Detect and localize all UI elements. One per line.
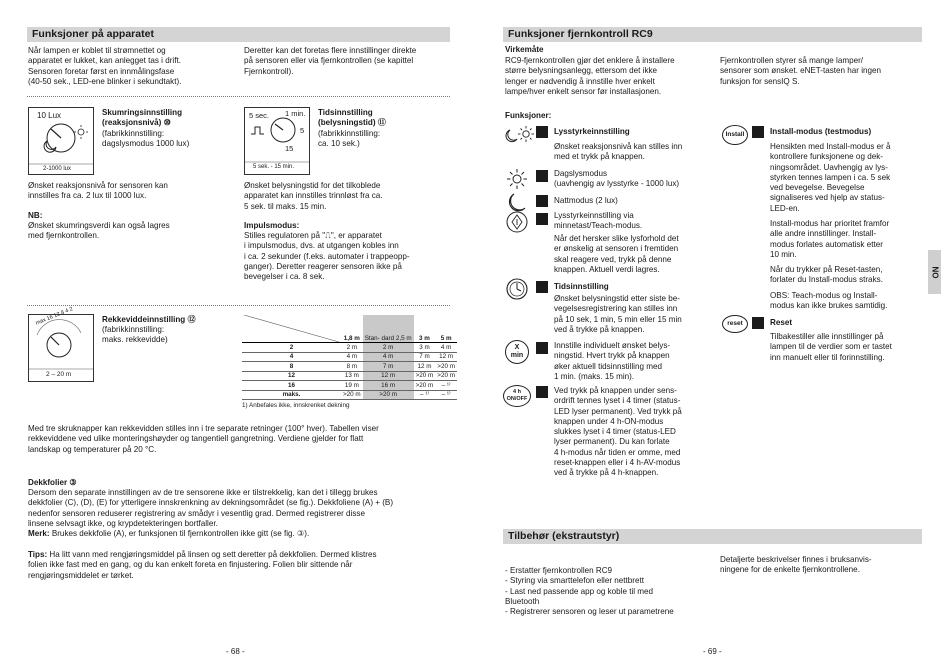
f-teach-title: Lysstyrkeinnstilling via minnetast/Teach-modus. <box>554 211 643 231</box>
table-cell: 7 m <box>363 362 414 372</box>
button-marker <box>752 126 764 138</box>
right-section-header: Funksjoner fjernkontroll RC9 <box>503 27 922 42</box>
time-dial-figure <box>244 107 310 175</box>
button-marker <box>536 281 548 293</box>
f-xmin-text: Innstille individuelt ønsket belys- ningstid. Hvert trykk på knappen øker aktuell tidsinnstilling med 1 min. (maks. 15 min). <box>554 341 671 381</box>
pulse-title: Impulsmodus: <box>244 221 300 230</box>
4h-onoff-icon <box>503 385 531 407</box>
table-cell: 4 <box>242 352 341 362</box>
dial-scale-label: max 16 12 8 4 2 <box>35 306 74 327</box>
nb-title: NB: <box>28 211 43 220</box>
cover-title: Dekkfolier ③ <box>28 478 77 487</box>
virk-title: Virkemåte <box>505 45 544 54</box>
install-title: Install-modus (testmodus) <box>770 127 872 136</box>
page-number-left: - 68 - <box>226 647 245 656</box>
install-text-3: Når du trykker på Reset-tasten, forlater du Install-modus straks. <box>770 265 883 285</box>
table-cell: 2 m <box>363 343 414 353</box>
table-cell: 12 m <box>435 352 457 362</box>
tips-text: Ha litt vann med rengjøringsmiddel på linsen og sett deretter på dekkfolien. Dermed klistres folien ikke fast med en gang, og du kan enkelt foreta en finjustering. Folien blir sittende når rengjøringsmiddelet er tørket. <box>28 550 377 580</box>
accessories-list: - Erstatter fjernkontrollen RC9 - Styring via smarttelefon eller nettbrett - Last ned passende app og koble til med Bluetooth - Registrerer sensoren og leser ut parametrene <box>505 566 674 617</box>
x-min-icon <box>505 340 529 364</box>
table-cell: 7 m <box>414 352 436 362</box>
table-footnote: 1) Anbefales ikke, innskrenket dekning <box>242 402 350 409</box>
button-marker <box>536 170 548 182</box>
dial-range-label: 5 sek. - 15 min. <box>253 164 295 170</box>
time-text: (fabrikkinnstilling: ca. 10 sek.) <box>318 129 381 149</box>
dial-range-label: 2-1000 lux <box>43 166 72 172</box>
moon-sun-icon <box>505 122 535 146</box>
dial-range-label: 2 – 20 m <box>46 371 72 378</box>
table-cell: 16 <box>242 381 341 391</box>
range-table <box>242 315 455 400</box>
accessories-right-text: Detaljerte beskrivelser finnes i bruksanvis- ningene for de enkelte fjernkontrollene. <box>720 555 872 575</box>
teach-icon <box>505 210 529 234</box>
tips-paragraph <box>28 550 453 581</box>
table-cell: >20 m <box>415 372 434 380</box>
button-marker <box>536 342 548 354</box>
table-cell: 19 m <box>341 381 363 391</box>
diagonal-line <box>244 315 339 342</box>
dial-label-5: 5 <box>300 126 305 135</box>
table-cell: 13 m <box>341 371 363 381</box>
f-day-text: Dagslysmodus (uavhengig av lysstyrke - 1000 lux) <box>554 169 680 189</box>
table-header-row <box>242 315 457 343</box>
table-row <box>242 343 457 353</box>
twilight-title: Skumringsinnstilling (reaksjonsnivå) ⑩ <box>102 108 183 128</box>
button-marker <box>536 213 548 225</box>
dial-label-5sec: 5 sec. <box>249 111 270 120</box>
language-tab <box>928 250 941 294</box>
table-cell: 12 <box>242 371 341 381</box>
install-text-2: Install-modus har prioritet framfor alle andre innstillinger. Install- modus forlates automatisk etter 10 min. <box>770 219 890 259</box>
virk-right-text: Fjernkontrollen styrer så mange lamper/ sensorer som ønsket. eNET-tasten har ingen funksjon for sensIQ S. <box>720 56 882 86</box>
table-row <box>242 362 457 372</box>
language-tab-label: NO <box>930 266 939 278</box>
table-cell: 3 m <box>414 343 436 353</box>
table-cell: 4 m <box>341 352 363 362</box>
virk-left-text: RC9-fjernkontrollen gjør det enklere å installere større belysningsanlegg, ettersom det ikke lenger er nødvendig å innstille hver enkelt lampe/hver enkelt sensor før installasjonen. <box>505 56 675 96</box>
reset-icon: reset <box>722 315 748 333</box>
table-cell: maks. <box>242 390 341 400</box>
reset-text: Tilbakestiller alle innstillinger på lampen til de verdier som er tastet inn manuelt eller til forinnstilling. <box>770 332 892 362</box>
table-cell: – ¹⁾ <box>435 390 457 400</box>
note-label: Merk: <box>28 529 50 538</box>
time-below-text: Ønsket belysningstid for det tilkoblede apparatet kan innstilles trinnløst fra ca. 5 sek. til maks. 15 min. <box>244 181 383 211</box>
f-light-text: Ønsket reaksjonsnivå kan stilles inn med et trykk på knappen. <box>554 142 683 162</box>
table-cell: 4 m <box>435 343 457 353</box>
divider <box>27 96 450 97</box>
4h-icon-top: 4 h <box>513 389 521 395</box>
table-cell: 8 <box>242 362 341 372</box>
table-cell: >20 m <box>343 391 361 399</box>
table-header-cell: 1,8 m <box>341 315 363 343</box>
time-title: Tidsinnstilling (belysningstid) ⑪ <box>318 108 386 128</box>
x-min-icon-min: min <box>510 352 524 359</box>
table-cell: >20 m <box>363 390 414 400</box>
table-cell: 8 m <box>341 362 363 372</box>
table-row <box>242 390 457 400</box>
sun-icon <box>505 167 529 191</box>
table-cell: >20 m <box>415 381 434 389</box>
accessories-header: Tilbehør (ekstrautstyr) <box>503 529 922 544</box>
range-text: (fabrikkinnstilling: maks. rekkevidde) <box>102 325 168 345</box>
reset-title: Reset <box>770 318 793 327</box>
clock-icon <box>505 277 529 301</box>
dial-label-1min: 1 min. <box>285 109 306 118</box>
cover-text: Dersom den separate innstillingen av de tre sensorene ikke er tilstrekkelig, kan det i tillegg brukes dekkfolier (C), (D), (E) for ytterligere innskrenkning av dekningsområdet (se fig.). Dekkfoliene (A) + (B) nedenfor sensoren reduserer registrering av smådyr i vesentlig grad. Dermed registrerer disse linsene selvsagt ikke, og krypdetekteringen bortfaller. <box>28 488 394 528</box>
table-corner-cell <box>242 315 341 343</box>
twilight-below-text: Ønsket reaksjonsnivå for sensoren kan innstilles fra ca. 2 lux til 1000 lux. <box>28 181 168 201</box>
button-marker <box>752 317 764 329</box>
button-marker <box>536 386 548 398</box>
table-cell: 16 m <box>363 381 414 391</box>
f-time-title: Tidsinnstilling <box>554 282 609 291</box>
install-icon: Install <box>722 125 748 145</box>
table-cell: – ¹⁾ <box>435 381 457 391</box>
table-cell: – ¹⁾ <box>414 390 436 400</box>
table-cell: 12 m <box>363 371 414 381</box>
button-marker <box>536 126 548 138</box>
twilight-dial-figure <box>28 107 94 175</box>
table-cell: 2 m <box>341 343 363 353</box>
button-marker <box>536 195 548 207</box>
nb-text: Ønsket skumringsverdi kan også lagres med fjernkontrollen. <box>28 221 170 241</box>
cover-note <box>28 529 453 539</box>
table-row <box>242 371 457 381</box>
table-row <box>242 352 457 362</box>
dial-label-15: 15 <box>285 144 294 153</box>
intro-left-text: Når lampen er koblet til strømnettet og apparatet er lukket, kan anlegget tas i drift. Sensoren foretar først en innmålingsfase (40-50 sek., LED-ene blinker i sekundtakt). <box>28 46 182 86</box>
table-cell: >20 m <box>437 362 455 370</box>
4h-icon-bottom: ON/OFF <box>506 395 528 402</box>
table-header-cell: 5 m <box>435 315 457 343</box>
table-cell: 4 m <box>363 352 414 362</box>
f-time-text: Ønsket belysningstid etter siste be- vegelsesregistrering kan stilles inn på 10 sek, 1 min, 5 min eller 15 min ved å trykke på knappen. <box>554 294 682 334</box>
f-4h-text: Ved trykk på knappen under sens- ordrift tennes lyset i 4 timer (status- LED lyser permanent). Ved trykk på knappen under 4 h-ON-modus slukkes lyset i 4 timer (status-LED lyser permanent). Du kan forlate 4 h-modus når tiden er omme, med reset-knappen eller i 4 h-AV-modus ved å trykke på 4 h-knappen. <box>554 386 682 478</box>
intro-right-text: Deretter kan det foretas flere innstillinger direkte på sensoren eller via fjernkontrollen (se kapittel Fjernkontroll). <box>244 46 417 76</box>
table-header-cell: 3 m <box>414 315 436 343</box>
install-text-1: Hensikten med Install-modus er å kontrollere funksjonene og dek- ningsområdet. Uavhengig av lys- styrken tennes lampen i ca. 5 sek ved bevegelse. Bevegelse signaliseres ved hjelp av status- LED-en. <box>770 142 891 213</box>
page-number-right: - 69 - <box>703 647 722 656</box>
x-min-icon-x: X <box>514 344 520 351</box>
funk-title: Funksjoner: <box>505 111 552 120</box>
install-text-4: OBS: Teach-modus og Install- modus kan ikke brukes samtidig. <box>770 291 888 311</box>
f-night-text: Nattmodus (2 lux) <box>554 196 618 205</box>
twilight-text: (fabrikkinnstilling: dagslysmodus 1000 lux) <box>102 129 190 149</box>
divider <box>27 305 450 306</box>
f-teach-text: Når det hersker slike lysforhold det er ønskelig at sensoren i fremtiden skal reagere ved, trykk på denne knappen. Aktuell verdi lagres. <box>554 234 679 274</box>
note-text: Brukes dekkfolie (A), er funksjonen til fjernkontrollen ikke gitt (se fig. ③). <box>49 529 310 538</box>
tips-label: Tips: <box>28 550 48 559</box>
pulse-text: Stilles regulatoren på "⎍", er apparatet i impulsmodus, dvs. at utgangen kobles inn i ca. 2 sekunder (f.eks. automater i trappeopp- ganger). Deretter reagerer sensoren ikke på bevegelser i ca. 8 sek. <box>244 231 410 282</box>
range-dial-figure <box>28 306 94 382</box>
table-cell: 12 m <box>414 362 436 372</box>
table-header-standard: Stan- dard 2,5 m <box>363 315 414 343</box>
range-paragraph: Med tre skruknapper kan rekkevidden stilles inn i tre separate retninger (100° hver). Tabellen viser rekkeviddene ved ulike monteringshøyder og tangentiell gangretning. Verdiene gjelder for flatt landskap og temperaturer på 20 °C. <box>28 424 379 454</box>
table-cell: >20 m <box>437 372 455 380</box>
left-section-header: Funksjoner på apparatet <box>27 27 450 42</box>
table-row <box>242 381 457 391</box>
range-title: Rekkeviddeinnstilling ⑫ <box>102 315 196 324</box>
f-light-title: Lysstyrkeinnstilling <box>554 127 630 136</box>
table-cell: 2 <box>242 343 341 353</box>
dial-label-top: 10 Lux <box>37 111 62 120</box>
twilight-dial-icon <box>29 108 93 174</box>
